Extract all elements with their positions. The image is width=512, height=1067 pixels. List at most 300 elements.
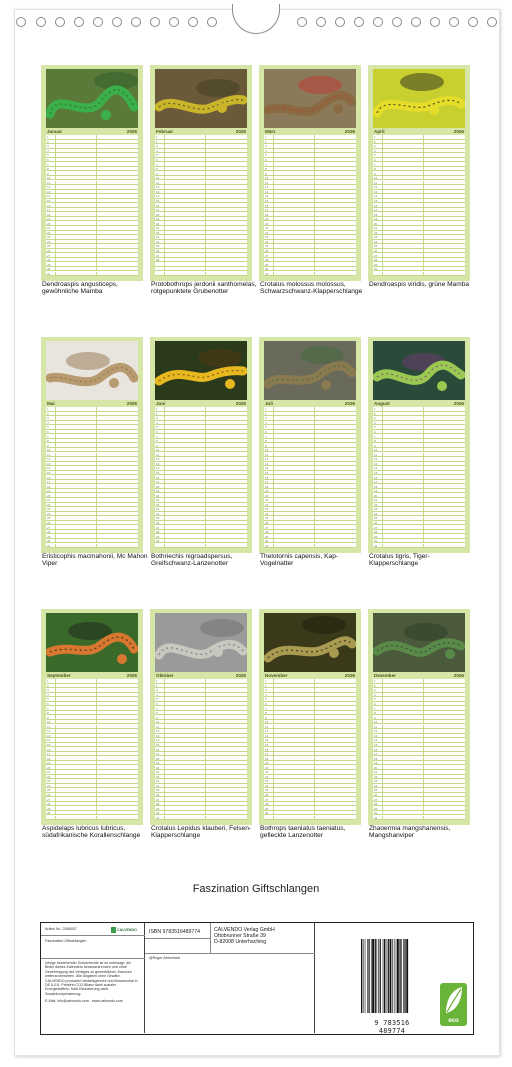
day-number: 18: [265, 484, 269, 489]
day-number: 6: [156, 430, 158, 435]
day-number: 8: [265, 167, 267, 172]
day-number: 5: [47, 697, 49, 702]
day-number: 28: [47, 530, 51, 535]
day-number: 6: [47, 702, 49, 707]
calvendo-logo-icon: [111, 927, 116, 933]
day-number: 15: [156, 198, 160, 203]
day-number: 3: [265, 416, 267, 421]
day-number: 1: [374, 679, 376, 684]
day-number: 23: [374, 779, 378, 784]
month-name: September: [47, 673, 71, 678]
day-number: 20: [265, 493, 269, 498]
day-number: 4: [265, 692, 267, 697]
day-number: 27: [265, 253, 269, 258]
day-number: 24: [374, 239, 378, 244]
day-number: 21: [265, 770, 269, 775]
day-number: 22: [374, 502, 378, 507]
day-number: 28: [47, 802, 51, 807]
day-number: 13: [265, 461, 269, 466]
month-name: August: [374, 401, 390, 406]
day-number: 12: [265, 729, 269, 734]
day-number: 19: [265, 217, 269, 222]
day-number: 18: [47, 484, 51, 489]
binding-hole: [112, 17, 122, 27]
month-year: 2026: [126, 401, 137, 406]
day-number: 23: [47, 235, 51, 240]
day-number: 11: [374, 724, 378, 729]
day-number: 11: [156, 180, 160, 185]
day-number: 31: [156, 815, 160, 820]
day-row[interactable]: [46, 272, 138, 277]
day-number: 7: [374, 434, 376, 439]
day-number: 27: [156, 525, 160, 530]
day-number: 19: [156, 489, 160, 494]
day-number: 14: [374, 466, 378, 471]
day-number: 9: [47, 443, 49, 448]
day-number: 22: [156, 502, 160, 507]
day-number: 23: [374, 507, 378, 512]
day-number: 16: [265, 475, 269, 480]
day-number: 7: [265, 706, 267, 711]
eco-label: eco: [448, 1018, 459, 1024]
day-number: 21: [265, 226, 269, 231]
month-year: 2026: [344, 129, 355, 134]
snake-photo: [46, 613, 138, 672]
day-number: 16: [374, 747, 378, 752]
day-number: 25: [265, 516, 269, 521]
day-number: 25: [374, 244, 378, 249]
day-row[interactable]: [46, 816, 138, 821]
photo-caption: Bothriechis nigroadspersus, Greifschwanz-Lanzenotter: [151, 553, 233, 568]
day-number: 14: [156, 738, 160, 743]
day-number: 17: [156, 480, 160, 485]
day-number: 14: [47, 738, 51, 743]
day-number: 4: [374, 420, 376, 425]
day-number: 11: [374, 452, 378, 457]
day-number: 17: [374, 208, 378, 213]
day-number: 25: [156, 244, 160, 249]
footer-right-column: [315, 923, 472, 1033]
day-number: 24: [265, 783, 269, 788]
day-number: 16: [156, 203, 160, 208]
month-panel-mai: [41, 337, 143, 553]
leaf-icon: [440, 983, 467, 1019]
photo-caption: Bothrops taeniatus taeniatus, gefleckte Lanzenotter: [260, 825, 346, 840]
day-number: 26: [374, 249, 378, 254]
day-number: 12: [47, 729, 51, 734]
month-panel-märz: [259, 65, 361, 281]
day-number: 17: [374, 752, 378, 757]
binding-hole: [131, 17, 141, 27]
day-number: 6: [47, 158, 49, 163]
day-number: 17: [47, 208, 51, 213]
day-number: 9: [47, 715, 49, 720]
calvendo-logo: CALVENDO: [111, 926, 143, 933]
day-number: 5: [265, 425, 267, 430]
day-number: 6: [265, 158, 267, 163]
day-number: 22: [47, 774, 51, 779]
day-number: 13: [156, 461, 160, 466]
day-grid: [373, 407, 465, 548]
day-number: 18: [374, 484, 378, 489]
snake-photo: [264, 69, 356, 128]
month-year: 2026: [453, 673, 464, 678]
day-number: 19: [156, 761, 160, 766]
day-number: 7: [47, 162, 49, 167]
day-row[interactable]: [264, 272, 356, 277]
month-year: 2026: [235, 401, 246, 406]
day-row[interactable]: [373, 816, 465, 821]
day-number: 29: [265, 806, 269, 811]
day-number: 23: [156, 507, 160, 512]
day-number: 27: [265, 797, 269, 802]
barcode-number: 9 783516 489774: [374, 1019, 410, 1035]
day-number: 17: [265, 208, 269, 213]
snake-photo: [264, 613, 356, 672]
day-number: 13: [265, 189, 269, 194]
day-number: 12: [156, 457, 160, 462]
footer-middle-column: [145, 923, 315, 1033]
day-number: 26: [265, 521, 269, 526]
day-number: 28: [265, 258, 269, 263]
day-number: 23: [265, 507, 269, 512]
day-number: 18: [265, 212, 269, 217]
day-number: 28: [374, 258, 378, 263]
day-number: 13: [374, 733, 378, 738]
day-number: 3: [47, 688, 49, 693]
day-number: 5: [374, 697, 376, 702]
day-row[interactable]: [155, 272, 247, 277]
eco-badge: [440, 983, 467, 1026]
day-grid: [373, 135, 465, 276]
day-number: 7: [156, 162, 158, 167]
day-number: 7: [156, 706, 158, 711]
day-number: 25: [47, 244, 51, 249]
day-number: 14: [265, 466, 269, 471]
day-number: 8: [374, 711, 376, 716]
day-number: 3: [374, 144, 376, 149]
day-number: 8: [47, 439, 49, 444]
day-number: 15: [265, 470, 269, 475]
day-number: 22: [47, 230, 51, 235]
day-number: 19: [156, 217, 160, 222]
day-number: 2: [374, 139, 376, 144]
day-number: 2: [156, 683, 158, 688]
binding-hole: [207, 17, 217, 27]
day-number: 27: [265, 525, 269, 530]
day-number: 30: [156, 539, 160, 544]
binding-hole: [74, 17, 84, 27]
day-number: 25: [265, 788, 269, 793]
month-header: [155, 672, 247, 679]
day-number: 3: [374, 416, 376, 421]
month-name: Juni: [156, 401, 166, 406]
day-number: 17: [47, 752, 51, 757]
month-header: [46, 128, 138, 135]
day-number: 6: [47, 430, 49, 435]
day-number: 17: [374, 480, 378, 485]
day-number: 20: [265, 765, 269, 770]
month-name: April: [374, 129, 385, 134]
photo-caption: Crotalus tigris, Tiger-Klapperschlange: [369, 553, 430, 568]
day-number: 23: [265, 235, 269, 240]
day-number: 11: [265, 452, 269, 457]
day-grid: [373, 679, 465, 820]
photo-caption: Thelotornis capensis, Kap-Vogelnatter: [260, 553, 339, 568]
day-number: 24: [156, 783, 160, 788]
month-panel-dezember: [368, 609, 470, 825]
day-number: 29: [374, 534, 378, 539]
day-number: 11: [265, 180, 269, 185]
day-number: 20: [47, 221, 51, 226]
day-number: 26: [47, 521, 51, 526]
day-number: 25: [374, 516, 378, 521]
day-number: 18: [156, 212, 160, 217]
day-number: 30: [47, 811, 51, 816]
day-number: 12: [156, 185, 160, 190]
day-number: 5: [47, 425, 49, 430]
day-number: 1: [265, 135, 267, 140]
day-number: 27: [47, 797, 51, 802]
day-number: 2: [47, 139, 49, 144]
day-number: 5: [265, 697, 267, 702]
day-number: 2: [265, 683, 267, 688]
day-number: 1: [156, 679, 158, 684]
day-number: 25: [156, 788, 160, 793]
day-number: 6: [265, 702, 267, 707]
day-number: 26: [156, 249, 160, 254]
snake-photo: [46, 69, 138, 128]
day-number: 16: [47, 747, 51, 752]
day-number: 10: [47, 448, 51, 453]
day-number: 21: [374, 226, 378, 231]
day-number: 5: [374, 153, 376, 158]
day-number: 29: [156, 534, 160, 539]
day-number: 28: [374, 530, 378, 535]
day-number: 20: [374, 493, 378, 498]
day-number: 4: [156, 148, 158, 153]
day-number: 4: [265, 148, 267, 153]
month-panel-november: [259, 609, 361, 825]
month-year: 2026: [344, 401, 355, 406]
day-number: 1: [47, 679, 49, 684]
month-panel-juli: [259, 337, 361, 553]
day-number: 22: [156, 230, 160, 235]
day-number: 3: [156, 416, 158, 421]
day-number: 11: [265, 724, 269, 729]
day-row[interactable]: [155, 544, 247, 549]
day-number: 3: [265, 144, 267, 149]
day-number: 12: [156, 729, 160, 734]
day-number: 16: [156, 747, 160, 752]
day-number: 10: [374, 176, 378, 181]
month-panel-januar: [41, 65, 143, 281]
legal-text: Infolge bestehender Schutzrechte ist es untersagt, die Bilder dieses Kalenders herauszutrennen und ohne Genehmigung des Verlages zu gewerblichen Zwecken weiterzuverwerten. Alle Angaben ohne Gewähr. CALVENDO produziert bedarfsgerecht und klimaneutral in DE & EU. Preisfrei CO2-Bilanz dank sozialer Energiestaffeln. Kalk-Reduzierung dank Zusatzkompensierung.: [45, 961, 138, 996]
day-number: 26: [156, 521, 160, 526]
month-name: Oktober: [156, 673, 174, 678]
day-number: 11: [374, 180, 378, 185]
month-name: Dezember: [374, 673, 396, 678]
day-grid: [264, 679, 356, 820]
day-number: 28: [156, 258, 160, 263]
calendar-title: Faszination Giftschlangen: [192, 883, 320, 895]
day-number: 18: [374, 756, 378, 761]
day-number: 15: [156, 470, 160, 475]
day-number: 9: [265, 171, 267, 176]
day-number: 27: [156, 253, 160, 258]
day-number: 21: [156, 498, 160, 503]
day-number: 21: [265, 498, 269, 503]
day-number: 19: [47, 761, 51, 766]
day-number: 6: [374, 430, 376, 435]
binding-hole: [449, 17, 459, 27]
day-number: 22: [265, 230, 269, 235]
day-number: 9: [265, 715, 267, 720]
day-row[interactable]: [373, 272, 465, 277]
day-row[interactable]: [264, 544, 356, 549]
day-number: 2: [265, 139, 267, 144]
day-number: 3: [374, 688, 376, 693]
day-number: 31: [47, 271, 51, 276]
day-number: 5: [156, 153, 158, 158]
day-number: 6: [156, 158, 158, 163]
month-header: [264, 128, 356, 135]
footer-left-column: [41, 923, 145, 1033]
day-number: 27: [374, 253, 378, 258]
day-number: 24: [374, 783, 378, 788]
day-number: 2: [265, 411, 267, 416]
day-number: 20: [47, 765, 51, 770]
day-number: 8: [265, 711, 267, 716]
day-row[interactable]: [46, 544, 138, 549]
day-grid: [155, 135, 247, 276]
day-number: 11: [47, 452, 51, 457]
binding-hole: [188, 17, 198, 27]
day-number: 14: [265, 738, 269, 743]
publisher-name: CALVENDO Verlag GmbH: [214, 927, 275, 933]
day-number: 24: [156, 239, 160, 244]
month-name: November: [265, 673, 288, 678]
day-number: 5: [374, 425, 376, 430]
day-number: 14: [47, 466, 51, 471]
day-number: 3: [47, 144, 49, 149]
day-number: 8: [47, 167, 49, 172]
month-header: [46, 672, 138, 679]
contact-email: E-Mail: info@calvendo.com · www.calvendo.com: [45, 999, 123, 1003]
day-number: 2: [47, 411, 49, 416]
article-number: Artikel Nr.: 2084557: [45, 927, 77, 931]
day-grid: [264, 407, 356, 548]
day-number: 9: [156, 443, 158, 448]
day-number: 27: [156, 797, 160, 802]
day-number: 2: [374, 683, 376, 688]
month-header: [373, 400, 465, 407]
day-number: 28: [47, 258, 51, 263]
day-number: 22: [265, 774, 269, 779]
binding-hole: [392, 17, 402, 27]
day-number: 30: [265, 267, 269, 272]
day-number: 12: [374, 457, 378, 462]
day-row[interactable]: [264, 816, 356, 821]
day-number: 16: [47, 203, 51, 208]
day-number: 6: [156, 702, 158, 707]
day-number: 27: [47, 253, 51, 258]
day-number: 7: [374, 706, 376, 711]
day-number: 10: [47, 176, 51, 181]
day-number: 8: [156, 167, 158, 172]
day-number: 15: [47, 198, 51, 203]
day-number: 15: [374, 742, 378, 747]
day-number: 13: [374, 189, 378, 194]
day-number: 8: [265, 439, 267, 444]
day-number: 26: [156, 793, 160, 798]
day-number: 28: [156, 530, 160, 535]
day-number: 16: [265, 747, 269, 752]
snake-photo: [373, 341, 465, 400]
binding-hole: [316, 17, 326, 27]
day-number: 25: [156, 516, 160, 521]
day-number: 9: [156, 171, 158, 176]
day-number: 30: [374, 811, 378, 816]
binding-hole: [16, 17, 26, 27]
snake-photo: [373, 613, 465, 672]
month-header: [155, 400, 247, 407]
snake-photo: [155, 69, 247, 128]
day-number: 15: [374, 470, 378, 475]
day-number: 16: [265, 203, 269, 208]
month-year: 2026: [344, 673, 355, 678]
isbn: ISBN 9783516489774: [149, 929, 201, 935]
day-number: 10: [47, 720, 51, 725]
day-number: 16: [374, 203, 378, 208]
day-row[interactable]: [155, 816, 247, 821]
day-number: 30: [47, 539, 51, 544]
day-number: 10: [374, 448, 378, 453]
day-number: 28: [374, 802, 378, 807]
day-number: 19: [374, 217, 378, 222]
day-number: 29: [156, 806, 160, 811]
day-number: 3: [156, 688, 158, 693]
binding-hole: [373, 17, 383, 27]
month-panel-april: [368, 65, 470, 281]
day-number: 23: [156, 779, 160, 784]
binding-hole: [468, 17, 478, 27]
day-number: 22: [374, 774, 378, 779]
day-number: 19: [374, 761, 378, 766]
day-number: 1: [47, 135, 49, 140]
day-number: 18: [374, 212, 378, 217]
day-number: 26: [265, 249, 269, 254]
day-number: 9: [374, 443, 376, 448]
month-name: Juli: [265, 401, 273, 406]
day-number: 14: [47, 194, 51, 199]
day-number: 10: [156, 720, 160, 725]
photo-caption: Zhaoermia mangshanensis, Mangshanviper: [369, 825, 451, 840]
snake-photo: [264, 341, 356, 400]
month-name: Januar: [47, 129, 63, 134]
day-number: 21: [374, 498, 378, 503]
day-number: 6: [374, 702, 376, 707]
copyright: @Roger Aeberhard: [149, 956, 181, 960]
day-number: 30: [374, 267, 378, 272]
photo-caption: Eristicophis macmahonii, Mc Mahon Viper: [42, 553, 148, 568]
day-number: 17: [156, 752, 160, 757]
day-number: 22: [374, 230, 378, 235]
day-number: 8: [374, 167, 376, 172]
day-row[interactable]: [373, 544, 465, 549]
day-number: 21: [156, 770, 160, 775]
day-number: 7: [374, 162, 376, 167]
